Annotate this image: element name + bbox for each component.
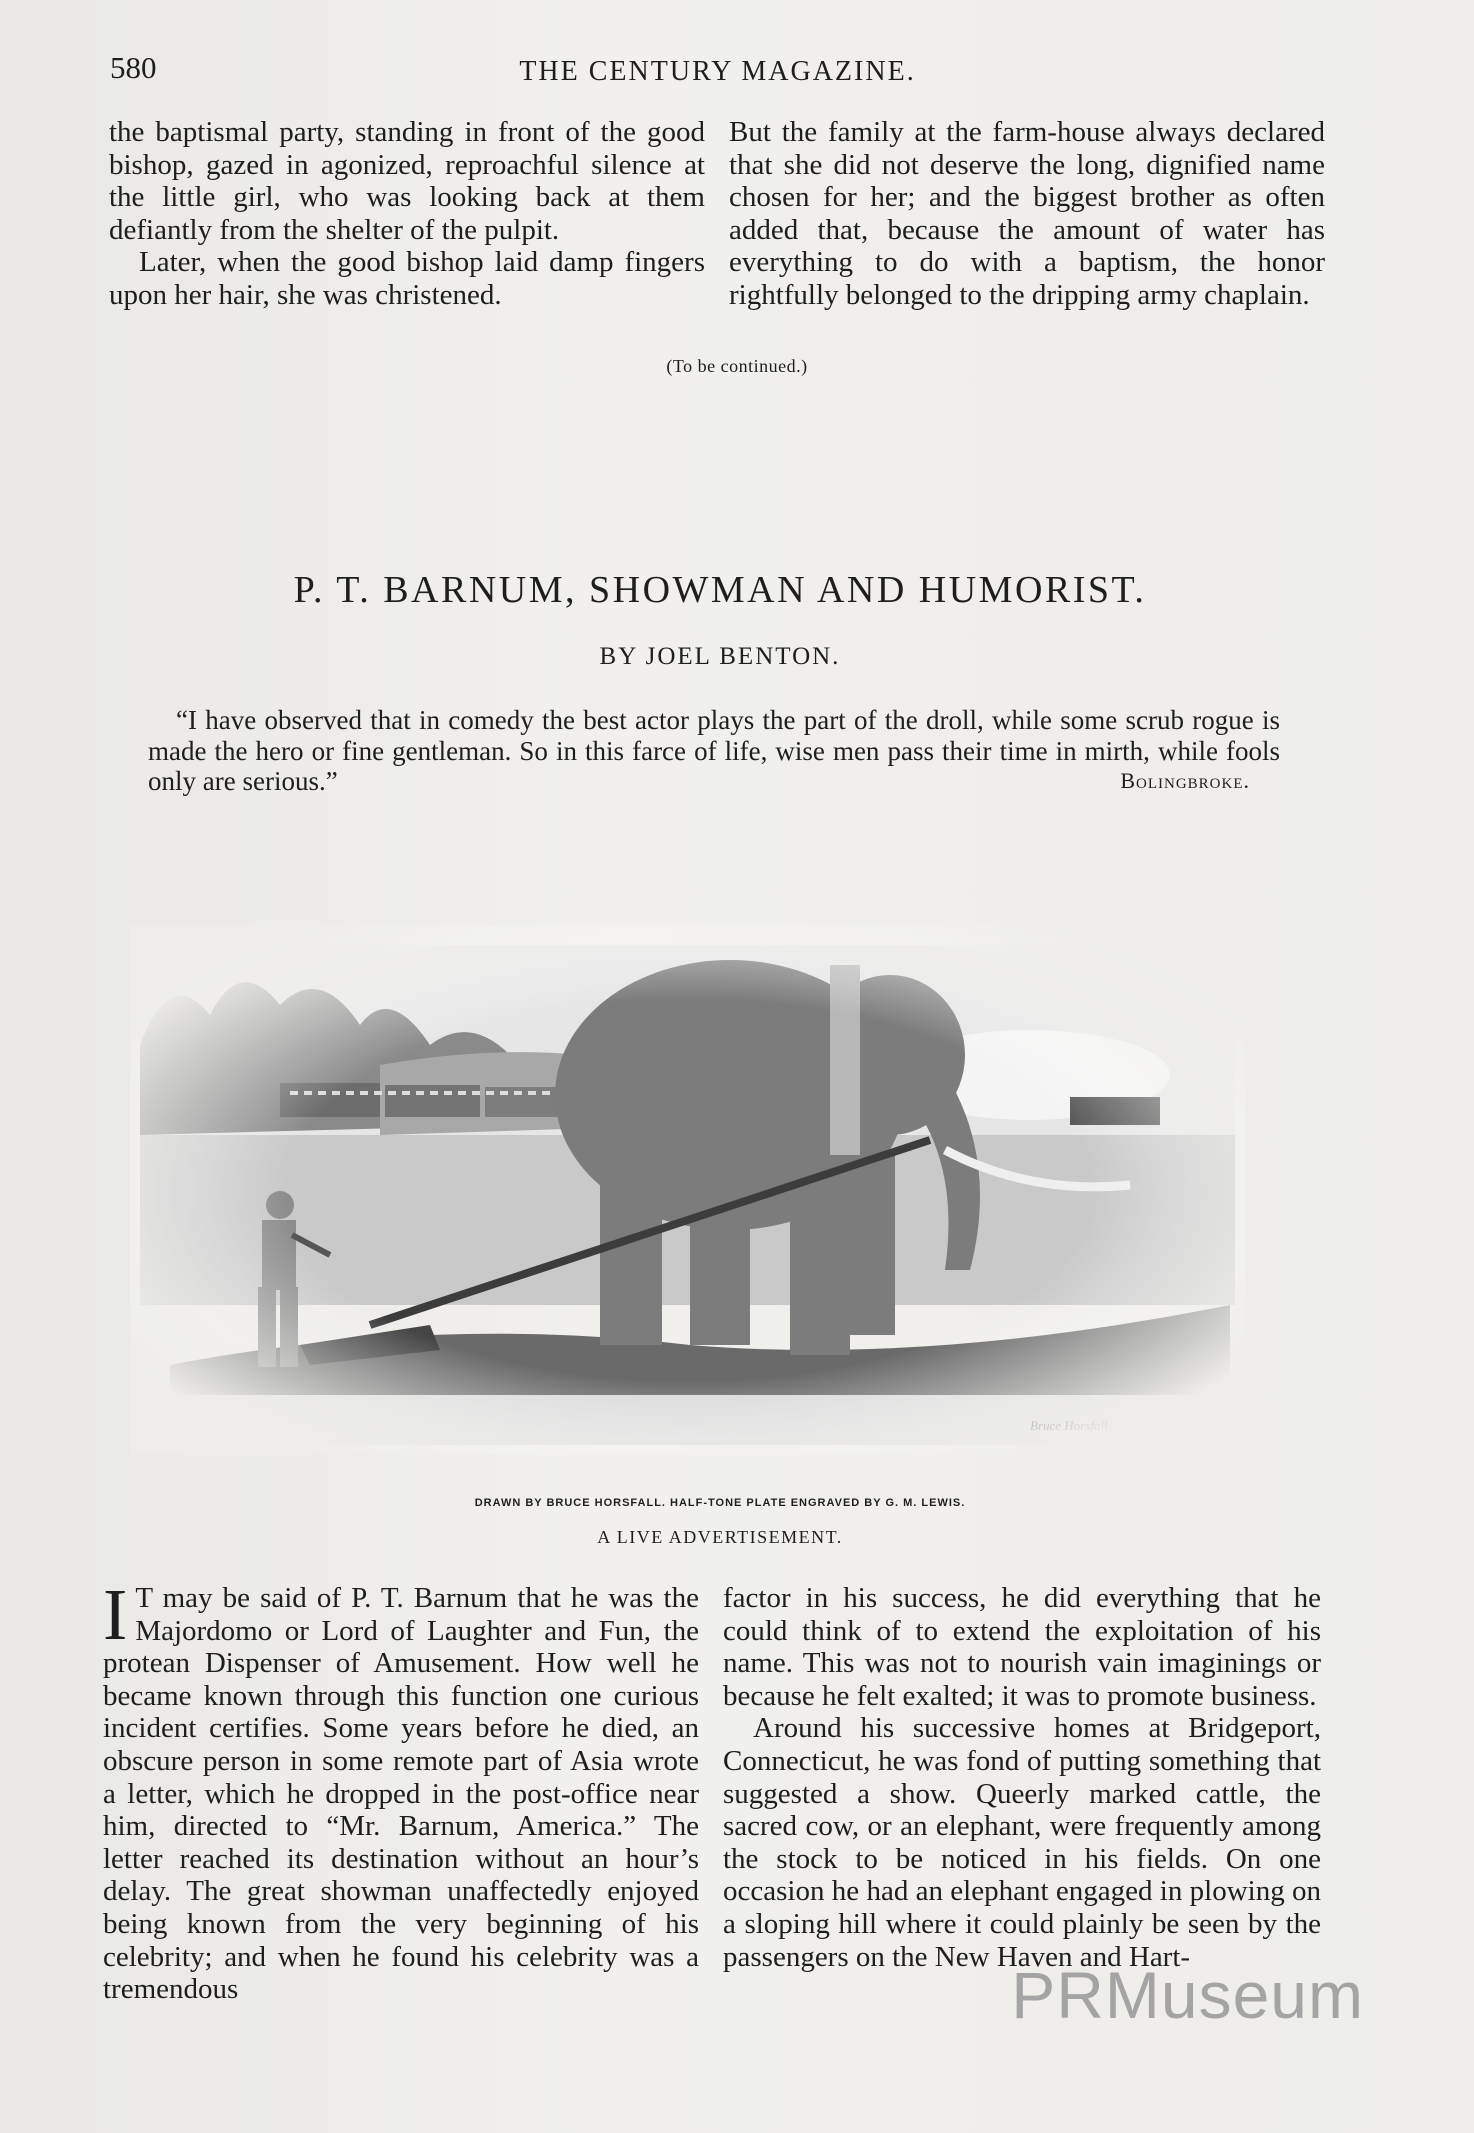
previous-story-left-column [109,116,705,312]
magazine-title: THE CENTURY MAGAZINE. [519,56,916,87]
paragraph: factor in his success, he did everything that he could think of to extend the exploitation of his name. This was not to nourish vain imaginings or because he felt exalted; it was to promote business. [723,1582,1321,1712]
drop-cap: I [103,1574,128,1655]
page-number: 580 [110,50,157,85]
paragraph: But the family at the farm-house always declared that she did not deserve the long, dignified name chosen for her; and the biggest brother as often added that, because the amount of water has everything to do with a baptism, the honor rightfully belonged to the dripping army chaplain. [729,116,1325,311]
illustration-credit: DRAWN BY BRUCE HORSFALL. HALF-TONE PLATE ENGRAVED BY G. M. LEWIS. [474,1497,966,1509]
paragraph: Around his successive homes at Bridgeport, Connecticut, he was fond of putting something that suggested a show. Queerly marked cattle, the sacred cow, or an elephant, were frequently among the stock to be noticed in his fields. On one occasion he had an elephant engaged in plowing on a sloping hill where it could plainly be seen by the passengers on the New Haven and Hart- [723,1712,1321,1973]
elephant-plowing-illustration [130,925,1245,1455]
article-title: P. T. BARNUM, SHOWMAN AND HUMORIST. [293,569,1147,611]
paragraph: the baptismal party, standing in front of the good bishop, gazed in agonized, reproachful silence at the little girl, who was looking back at them defiantly from the shelter of the pulpit. [109,116,705,246]
paragraph: Later, when the good bishop laid damp fingers upon her hair, she was christened. [109,246,705,311]
page-header [110,50,1325,100]
to-be-continued: (To be continued.) [666,356,808,376]
watermark: PRMuseum [1011,1958,1364,2032]
article-left-column [103,1574,699,2006]
epigraph-quote: “I have observed that in comedy the best actor plays the part of the droll, while some scrub rogue is made the hero or fine gentleman. So in this farce of life, wise men pass their time in mirth, while fools only are serious.” [148,705,1280,796]
epigraph-author: Bolingbroke. [1120,768,1250,793]
article-right-column [723,1582,1321,1973]
illustration-caption: A LIVE ADVERTISEMENT. [597,1527,843,1547]
paragraph [103,1574,699,2006]
previous-story-right-column [729,116,1325,312]
paragraph-text: T may be said of P. T. Barnum that he was the Majordomo or Lord of Laughter and Fun, the protean Dispenser of Amusement. How well he became known through this function one curious incident certifies. Some years before he died, an obscure person in some remote part of Asia wrote a letter, which he dropped in the post-office near him, directed to “Mr. Barnum, America.” The letter reached its destination without an hour’s delay. The great showman unaffectedly enjoyed being known from the very beginning of his celebrity; and when he found his celebrity was a tremendous [103,1582,699,2006]
byline: BY JOEL BENTON. [599,643,841,670]
epigraph [148,705,1280,797]
